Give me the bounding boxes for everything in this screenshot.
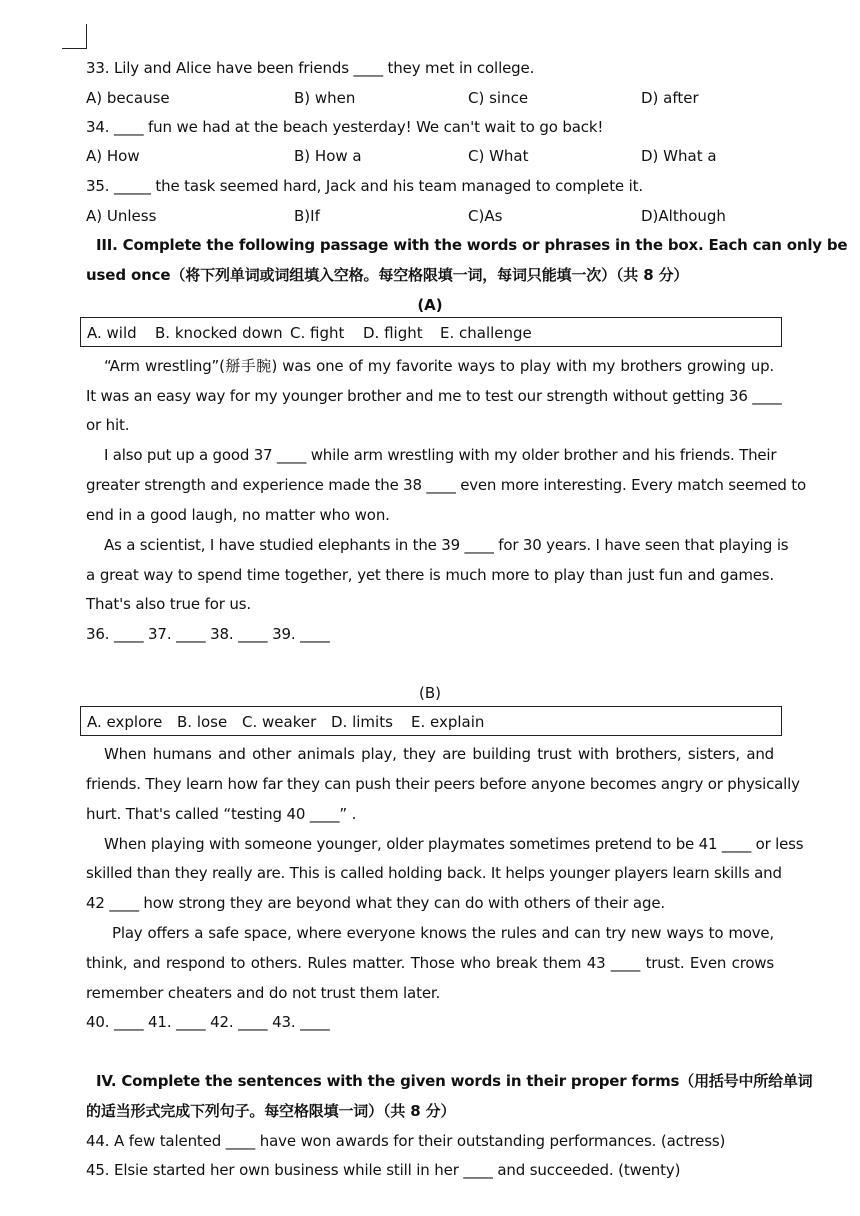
q34-option-b: B) How a bbox=[294, 147, 362, 165]
q33-option-b: B) when bbox=[294, 89, 356, 107]
answers-36-39: 36. ____ 37. ____ 38. ____ 39. ____ bbox=[86, 625, 330, 643]
passage-a-line: It was an easy way for my younger brother and me to test our strength without getting 36 ____ bbox=[86, 387, 782, 405]
passage-a-line: a great way to spend time together, yet there is much more to play than just fun and games. bbox=[86, 566, 774, 584]
word-box-a-item: D. flight bbox=[363, 324, 423, 342]
word-box-a-item: E. challenge bbox=[440, 324, 532, 342]
word-box-b-item: A. explore bbox=[87, 713, 163, 731]
word-box-a-item: A. wild bbox=[87, 324, 137, 342]
question-34: 34. ____ fun we had at the beach yesterday! We can't wait to go back! bbox=[86, 118, 604, 136]
page-corner-mark bbox=[62, 24, 87, 49]
question-35: 35. _____ the task seemed hard, Jack and his team managed to complete it. bbox=[86, 177, 643, 195]
q33-option-c: C) since bbox=[468, 89, 529, 107]
passage-a-line: I also put up a good 37 ____ while arm wrestling with my older brother and his friends. Their bbox=[104, 446, 777, 464]
passage-a-line: That's also true for us. bbox=[86, 595, 252, 613]
q34-option-a: A) How bbox=[86, 147, 140, 165]
passage-b-line: When playing with someone younger, older playmates sometimes pretend to be 41 ____ or less bbox=[104, 835, 804, 853]
part-a-label: (A) bbox=[417, 296, 443, 314]
section-4-heading-line2: 的适当形式完成下列句子。每空格限填一词）（共 8 分） bbox=[86, 1102, 456, 1120]
q35-option-d: D)Although bbox=[641, 207, 726, 225]
passage-b-line: Play offers a safe space, where everyone knows the rules and can try new ways to move, bbox=[112, 924, 774, 942]
q35-option-a: A) Unless bbox=[86, 207, 157, 225]
passage-b-line: think, and respond to others. Rules matter. Those who break them 43 ____ trust. Even crows bbox=[86, 954, 774, 972]
passage-b-line: 42 ____ how strong they are beyond what they can do with others of their age. bbox=[86, 894, 666, 912]
word-box-a-item: B. knocked down bbox=[155, 324, 283, 342]
word-box-b-item: C. weaker bbox=[242, 713, 317, 731]
passage-a-line: “Arm wrestling”(掰手腕) was one of my favorite ways to play with my brothers growing up. bbox=[104, 357, 774, 375]
part-b-label: (B) bbox=[419, 684, 441, 702]
word-box-a-item: C. fight bbox=[290, 324, 345, 342]
q34-option-c: C) What bbox=[468, 147, 529, 165]
q34-option-d: D) What a bbox=[641, 147, 717, 165]
answers-40-43: 40. ____ 41. ____ 42. ____ 43. ____ bbox=[86, 1013, 330, 1031]
passage-b-line: remember cheaters and do not trust them later. bbox=[86, 984, 441, 1002]
passage-a-line: or hit. bbox=[86, 416, 130, 434]
q33-option-a: A) because bbox=[86, 89, 170, 107]
passage-b-line: skilled than they really are. This is called holding back. It helps younger players learn skills and bbox=[86, 864, 782, 882]
passage-b-line: hurt. That's called “testing 40 ____” . bbox=[86, 805, 357, 823]
word-box-b bbox=[80, 706, 782, 736]
question-44: 44. A few talented ____ have won awards for their outstanding performances. (actress) bbox=[86, 1132, 726, 1150]
section-3-heading-line2: used once（将下列单词或词组填入空格。每空格限填一词，每词只能填一次）（共 8 分） bbox=[86, 266, 689, 284]
word-box-b-item: B. lose bbox=[177, 713, 228, 731]
q33-option-d: D) after bbox=[641, 89, 699, 107]
word-box-b-item: E. explain bbox=[411, 713, 485, 731]
passage-b-line: When humans and other animals play, they are building trust with brothers, sisters, and bbox=[104, 745, 774, 763]
q35-option-b: B)If bbox=[294, 207, 320, 225]
word-box-a bbox=[80, 317, 782, 347]
passage-a-line: As a scientist, I have studied elephants in the 39 ____ for 30 years. I have seen that playing is bbox=[104, 536, 789, 554]
q35-option-c: C)As bbox=[468, 207, 503, 225]
passage-a-line: end in a good laugh, no matter who won. bbox=[86, 506, 390, 524]
section-3-heading-line1: III. Complete the following passage with the words or phrases in the box. Each can only be bbox=[96, 236, 848, 254]
word-box-b-item: D. limits bbox=[331, 713, 393, 731]
passage-b-line: friends. They learn how far they can push their peers before anyone becomes angry or physically bbox=[86, 775, 800, 793]
question-45: 45. Elsie started her own business while still in her ____ and succeeded. (twenty) bbox=[86, 1161, 681, 1179]
passage-a-line: greater strength and experience made the 38 ____ even more interesting. Every match seemed to bbox=[86, 476, 806, 494]
section-4-heading-line1: IV. Complete the sentences with the given words in their proper forms（用括号中所给单词 bbox=[96, 1072, 813, 1090]
question-33: 33. Lily and Alice have been friends ____ they met in college. bbox=[86, 59, 535, 77]
